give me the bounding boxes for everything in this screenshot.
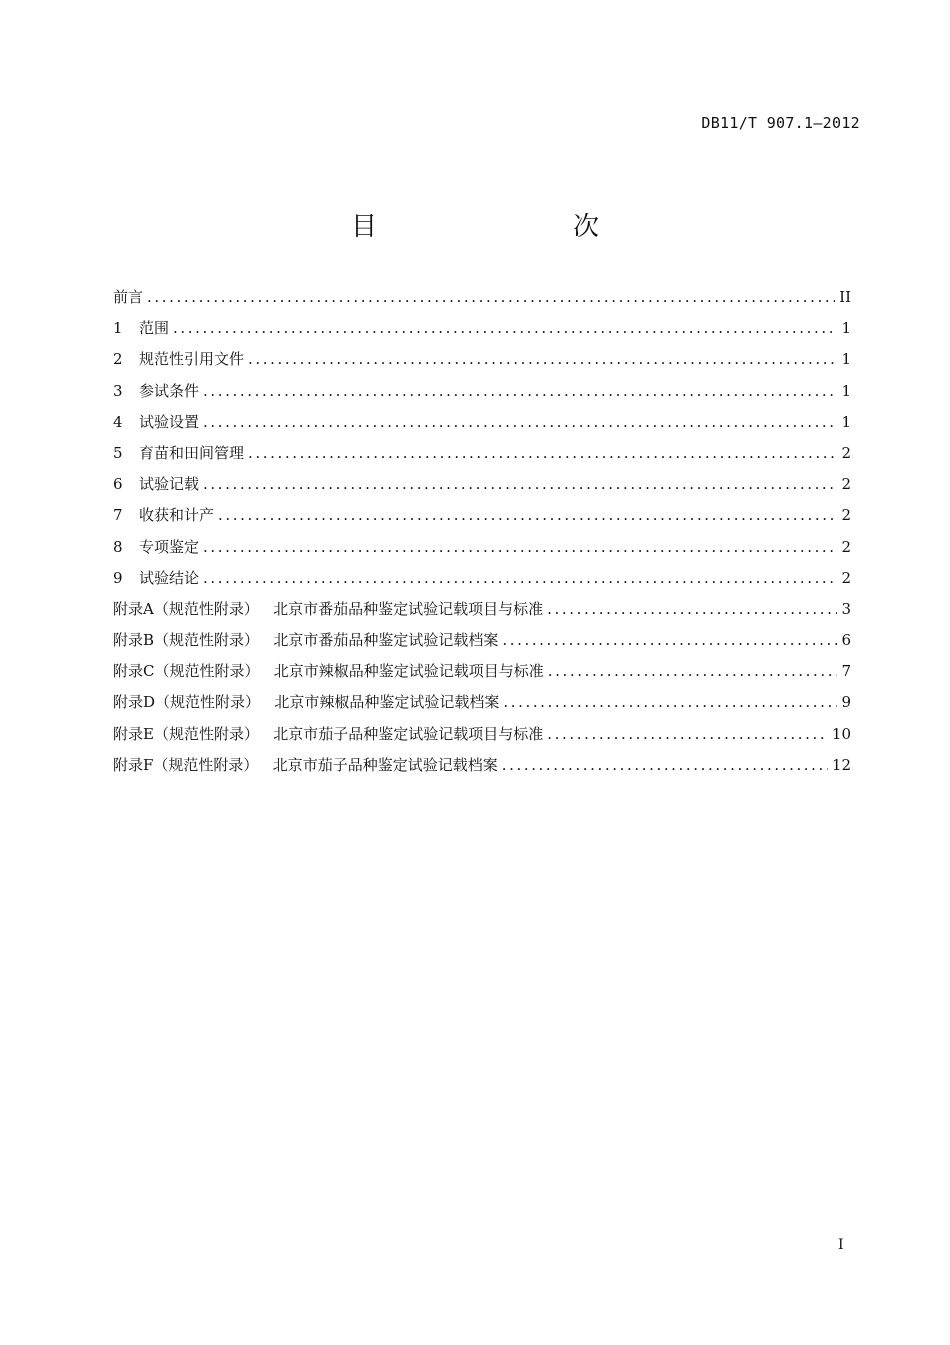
toc-entry-appendix-a[interactable] [113,599,851,630]
toc-entry-1[interactable] [113,318,851,349]
table-of-contents [113,287,851,786]
toc-page-number: 7 [841,662,851,681]
toc-entry-3[interactable] [113,381,851,412]
toc-leader-dots [147,287,835,307]
toc-section-number: 7 [113,506,123,525]
toc-entry-appendix-d[interactable] [113,692,851,723]
toc-leader-dots [547,599,837,619]
toc-entry-appendix-e[interactable] [113,724,851,755]
toc-leader-dots [203,381,837,401]
toc-leader-dots [548,661,837,681]
toc-entry-text: 专项鉴定 [139,537,200,556]
toc-entry-6[interactable] [113,474,851,505]
toc-page-number: 2 [841,443,851,462]
toc-leader-dots [218,505,837,525]
toc-page-number: 1 [841,350,851,369]
toc-entry-appendix-b[interactable] [113,630,851,661]
toc-entry-foreword[interactable] [113,287,851,318]
toc-leader-dots [503,692,837,712]
toc-page-number: 12 [831,755,851,774]
toc-page-number: 9 [841,693,851,712]
toc-page-number: 6 [841,631,851,650]
toc-section-number: 8 [113,537,123,556]
toc-entry-4[interactable] [113,412,851,443]
toc-page-number: 2 [841,568,851,587]
toc-entry-text: 附录E（规范性附录） 北京市茄子品种鉴定试验记载项目与标准 [113,724,544,743]
toc-entry-text: 试验设置 [139,412,200,431]
toc-entry-text: 试验结论 [139,568,200,587]
toc-leader-dots [502,755,828,775]
toc-page-number: 1 [841,381,851,400]
toc-section-number: 2 [113,350,123,369]
toc-leader-dots [502,630,837,650]
toc-section-number: 1 [113,319,123,338]
toc-entry-text: 规范性引用文件 [139,350,245,369]
toc-page-number: 1 [841,319,851,338]
document-code: DB11/T 907.1—2012 [701,114,860,132]
toc-leader-dots [203,568,837,588]
toc-entry-9[interactable] [113,568,851,599]
toc-leader-dots [248,349,837,369]
toc-entry-text: 试验记载 [139,475,200,494]
toc-entry-text: 范围 [139,319,170,338]
page-title: 目 次 [350,212,647,242]
toc-page-number: 1 [841,412,851,431]
toc-entry-5[interactable] [113,443,851,474]
toc-page-number: II [839,288,851,306]
toc-section-number: 3 [113,381,123,400]
toc-leader-dots [173,318,837,338]
toc-section-number: 4 [113,412,123,431]
toc-leader-dots [203,474,837,494]
toc-entry-text: 附录A（规范性附录） 北京市番茄品种鉴定试验记载项目与标准 [113,599,544,618]
toc-section-number: 5 [113,443,123,462]
toc-entry-appendix-c[interactable] [113,661,851,692]
toc-leader-dots [248,443,837,463]
page-number-footer: I [838,1237,844,1253]
toc-entry-text: 附录C（规范性附录） 北京市辣椒品种鉴定试验记载项目与标准 [113,662,544,681]
toc-leader-dots [203,537,837,557]
toc-section-number: 9 [113,568,123,587]
toc-entry-text: 附录D（规范性附录） 北京市辣椒品种鉴定试验记载档案 [113,693,500,712]
toc-page-number: 10 [831,724,851,743]
toc-entry-7[interactable] [113,505,851,536]
toc-leader-dots [547,724,828,744]
toc-entry-text: 前言 [113,288,144,306]
toc-entry-text: 参试条件 [139,381,200,400]
toc-entry-text: 育苗和田间管理 [139,443,245,462]
toc-page-number: 2 [841,506,851,525]
toc-section-number: 6 [113,475,123,494]
toc-entry-appendix-f[interactable] [113,755,851,786]
toc-entry-text: 附录F（规范性附录） 北京市茄子品种鉴定试验记载档案 [113,755,498,774]
toc-page-number: 3 [841,599,851,618]
toc-entry-text: 附录B（规范性附录） 北京市番茄品种鉴定试验记载档案 [113,631,499,650]
toc-leader-dots [203,412,837,432]
toc-page-number: 2 [841,475,851,494]
toc-entry-text: 收获和计产 [139,506,215,525]
toc-page-number: 2 [841,537,851,556]
toc-entry-8[interactable] [113,537,851,568]
toc-entry-2[interactable] [113,349,851,380]
